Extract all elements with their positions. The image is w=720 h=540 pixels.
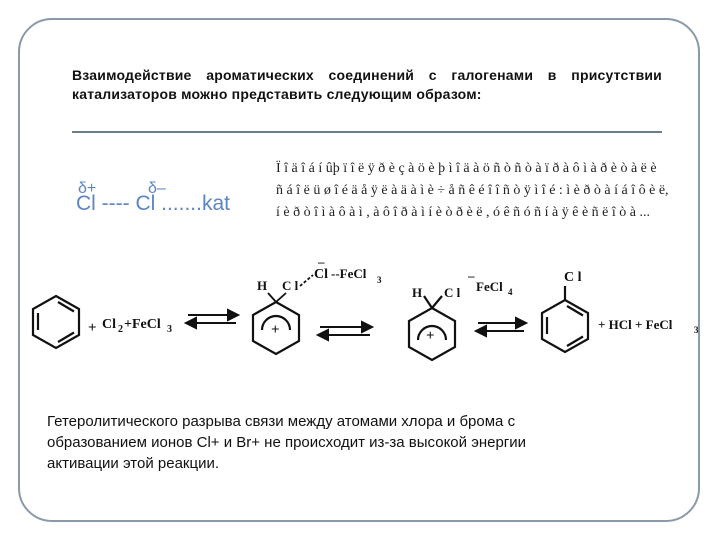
pi-minus: –	[318, 254, 325, 269]
product-tail: + HCl + FeCl	[598, 317, 673, 332]
sigma-cl: C l	[444, 285, 461, 300]
garbled-line: í è ð ò î ì à ô à ì , à ô î ð à ì í è ò ð è ë , ó ê ñ ó ñ í à ÿ ê è ñ ë î ò à ...	[276, 205, 651, 220]
pi-fecl: --FeCl	[331, 266, 367, 281]
conclusion-line: образованием ионов Cl+ и Br+ не происходит из-за высокой энергии	[47, 434, 527, 451]
delta-minus-label: δ–	[148, 180, 166, 197]
pi-cl: C l	[282, 278, 299, 293]
equilibrium-arrow-1	[186, 310, 238, 328]
reagent-sub3: 3	[167, 324, 172, 335]
chlorobenzene-product	[542, 286, 588, 352]
reactant-plus-sign: +	[88, 320, 97, 336]
pi-cl2: Cl	[314, 267, 328, 282]
equilibrium-arrow-3	[476, 318, 526, 336]
pi-fecl-sub: 3	[377, 275, 382, 285]
sigma-ring-charge: +	[426, 328, 435, 344]
sigma-fecl: FeCl	[476, 279, 503, 294]
conclusion-line: активации этой реакции.	[47, 455, 220, 472]
product-tail-sub: 3	[694, 325, 699, 335]
conclusion-line: Гетеролитического разрыва связи между атомами хлора и брома с	[47, 413, 516, 430]
reagent-cl: Cl	[102, 317, 116, 332]
reagent-sub2: 2	[118, 324, 123, 335]
garbled-line: ñ á î ë ü ø î é ä å ÿ ë à ä à ì è ÷ å ñ ê é î î ñ ò ÿ ì î é : ì è ð ò à í á î ô è ë,	[276, 183, 669, 198]
garbled-line: Ï î ä î á í ûþ ï î ë ÿ ð è ç à ö è þ ì î ä à ö ñ ò ñ ò à ï ð à ô ì à ð è ò à ë è	[276, 161, 657, 176]
cl-cl-kat-formula: Cl ---- Cl .......kat	[76, 192, 230, 215]
benzene-reactant	[33, 296, 79, 348]
sigma-fecl-sub: 4	[508, 287, 513, 297]
equilibrium-arrow-2	[318, 322, 372, 340]
slide-heading: Взаимодействие ароматических соединений с галогенами в присутствии катализаторов можно представить следующим образом:	[72, 67, 662, 102]
pi-ring-charge: +	[271, 322, 280, 338]
reagent-fecl: +FeCl	[124, 317, 161, 332]
product-cl: C l	[564, 270, 582, 285]
delta-plus-label: δ+	[78, 180, 97, 197]
pi-h: H	[257, 278, 268, 293]
conclusion-text	[47, 411, 671, 474]
sigma-h: H	[412, 285, 423, 300]
sigma-minus: –	[468, 268, 475, 283]
